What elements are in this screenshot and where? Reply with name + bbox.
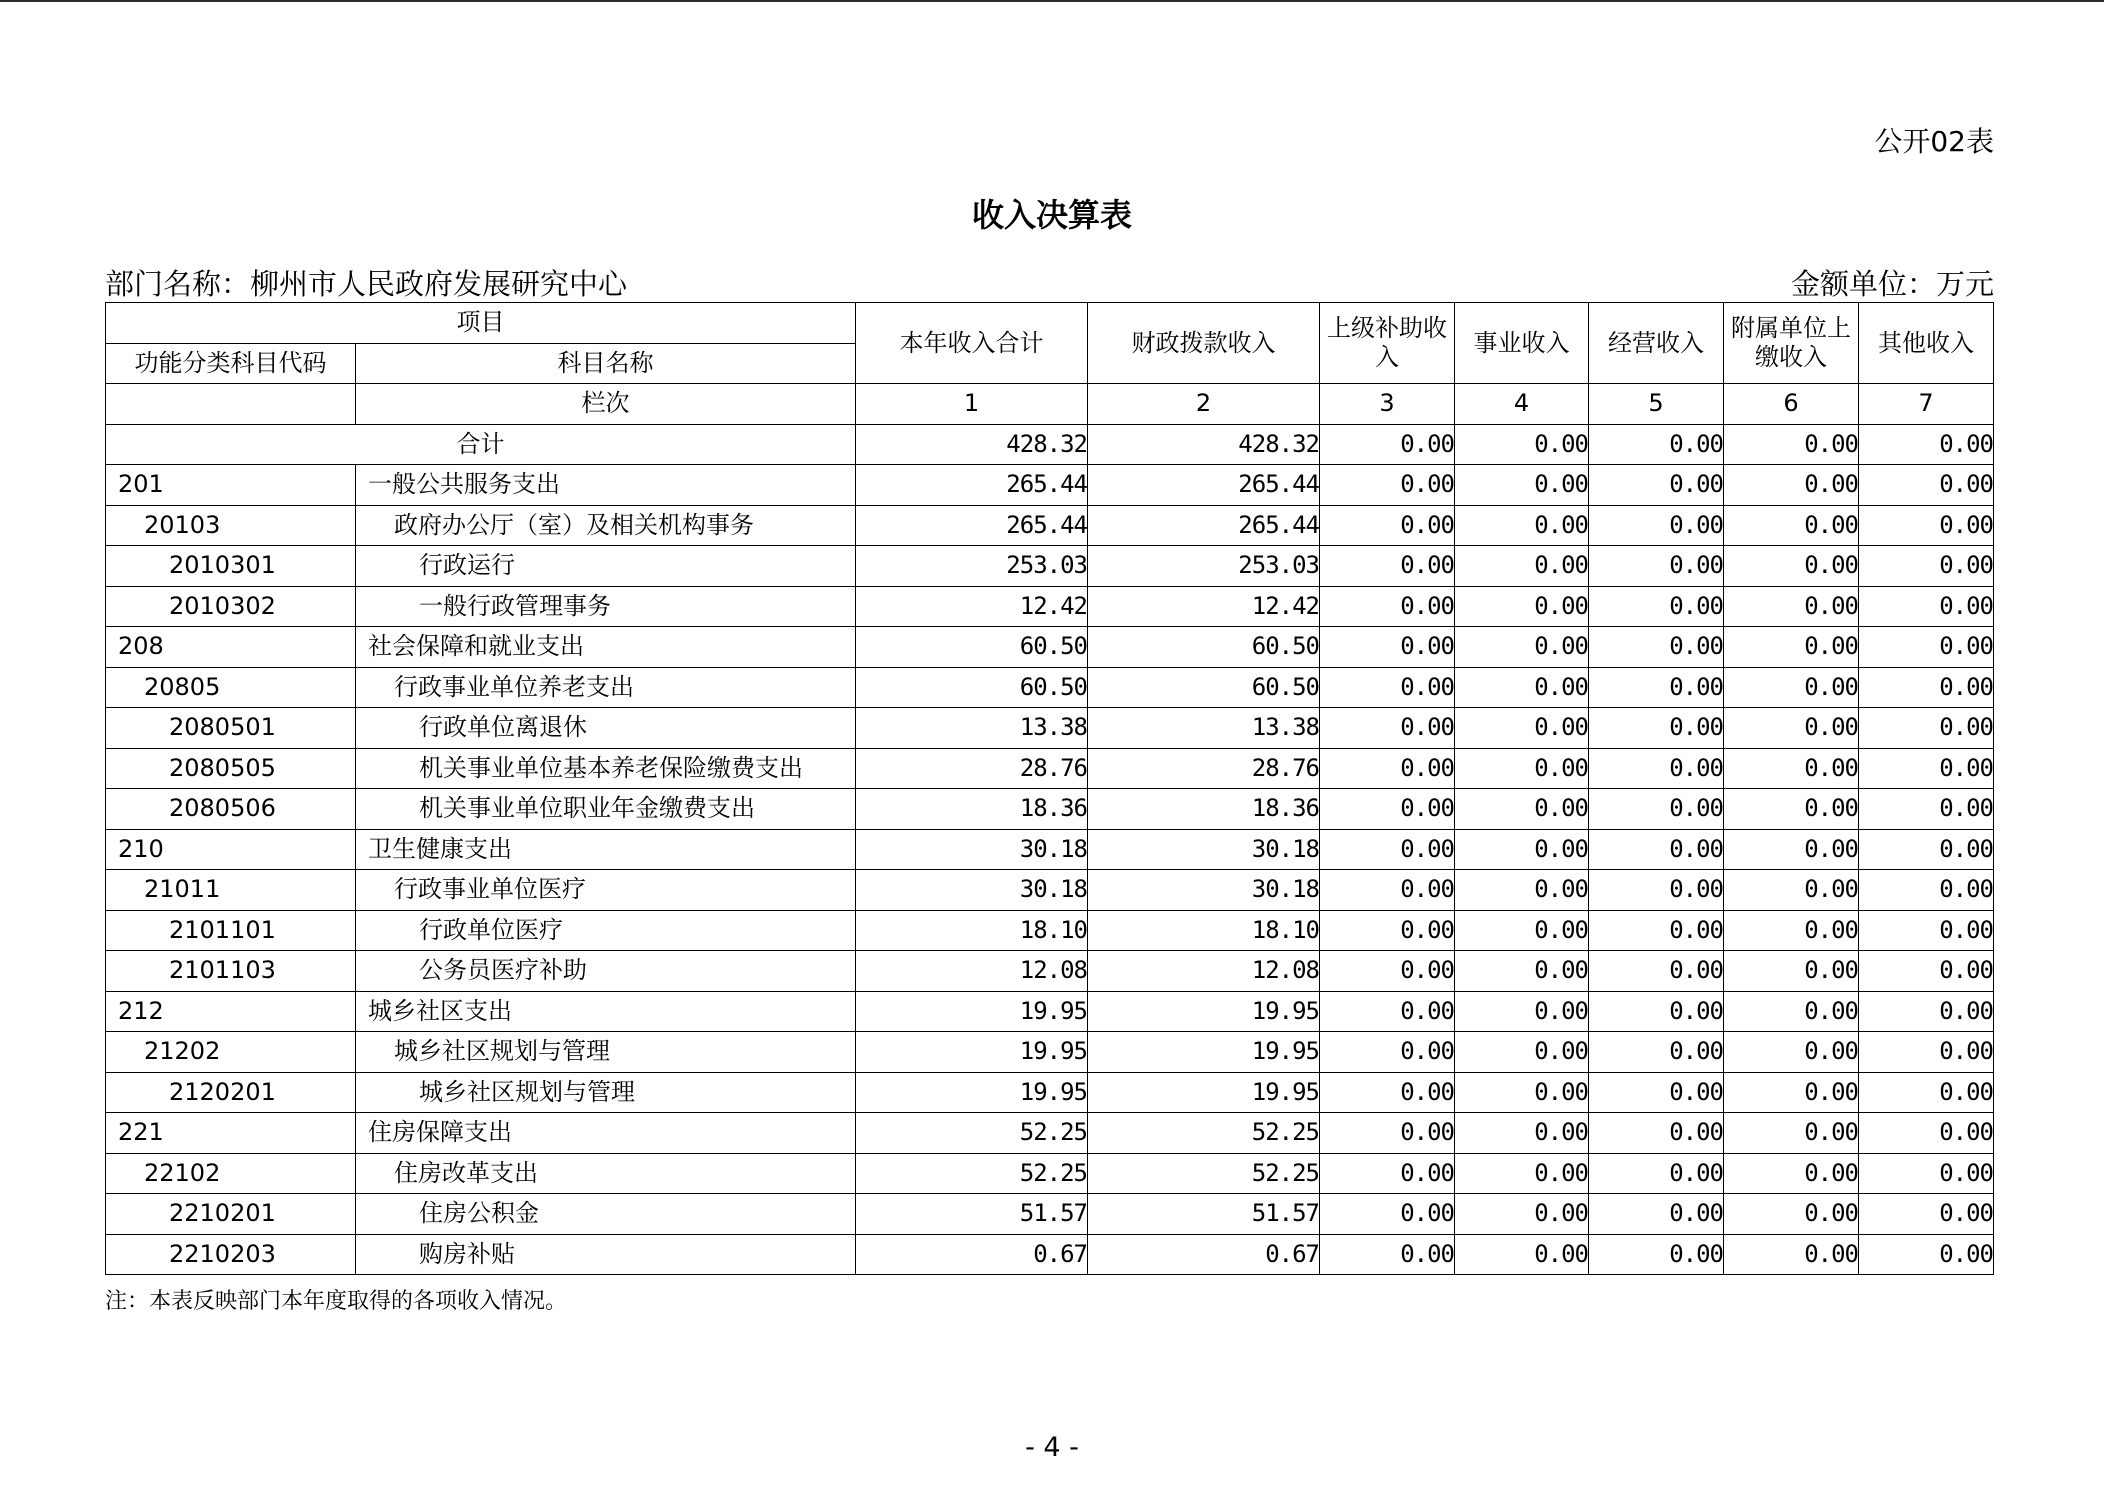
table-row [106, 1194, 1994, 1235]
table-row [106, 546, 1994, 587]
total-value: 428.32 [1088, 424, 1320, 465]
amount-cell: 0.00 [1589, 910, 1724, 951]
amount-cell: 30.18 [1088, 870, 1320, 911]
amount-cell: 0.00 [1724, 1113, 1859, 1154]
header-col-6: 附属单位上缴收入 [1724, 303, 1859, 384]
amount-cell: 0.00 [1455, 546, 1589, 587]
function-code: 201 [106, 465, 356, 506]
table-row [106, 1113, 1994, 1154]
amount-cell: 0.00 [1724, 1234, 1859, 1275]
column-number: 5 [1589, 384, 1724, 425]
function-code: 208 [106, 627, 356, 668]
amount-cell: 253.03 [1088, 546, 1320, 587]
subject-name: 行政事业单位养老支出 [356, 667, 856, 708]
amount-cell: 0.00 [1455, 465, 1589, 506]
amount-cell: 30.18 [1088, 829, 1320, 870]
amount-cell: 18.36 [1088, 789, 1320, 830]
subject-name: 政府办公厅（室）及相关机构事务 [356, 505, 856, 546]
amount-cell: 0.00 [1455, 586, 1589, 627]
amount-cell: 0.00 [1724, 465, 1859, 506]
table-row [106, 870, 1994, 911]
function-code: 2210203 [106, 1234, 356, 1275]
function-code: 2080505 [106, 748, 356, 789]
subject-name: 一般公共服务支出 [356, 465, 856, 506]
amount-cell: 0.00 [1859, 789, 1994, 830]
subject-name: 购房补贴 [356, 1234, 856, 1275]
amount-cell: 51.57 [1088, 1194, 1320, 1235]
amount-cell: 0.00 [1724, 870, 1859, 911]
amount-cell: 0.00 [1859, 1194, 1994, 1235]
amount-cell: 0.00 [1859, 667, 1994, 708]
header-col-1: 本年收入合计 [856, 303, 1088, 384]
amount-cell: 0.00 [1724, 1032, 1859, 1073]
table-row [106, 708, 1994, 749]
amount-cell: 0.00 [1320, 546, 1455, 587]
amount-cell: 0.00 [1859, 1032, 1994, 1073]
amount-cell: 19.95 [1088, 1032, 1320, 1073]
amount-cell: 0.00 [1724, 708, 1859, 749]
total-value: 0.00 [1589, 424, 1724, 465]
page-number: - 4 - [1025, 1432, 1079, 1463]
column-number: 1 [856, 384, 1088, 425]
amount-cell: 0.00 [1724, 910, 1859, 951]
amount-cell: 0.00 [1859, 1153, 1994, 1194]
column-number: 6 [1724, 384, 1859, 425]
amount-cell: 0.00 [1320, 870, 1455, 911]
blank-cell [106, 384, 356, 425]
function-code: 2010301 [106, 546, 356, 587]
amount-cell: 0.00 [1859, 505, 1994, 546]
amount-cell: 60.50 [1088, 667, 1320, 708]
amount-cell: 0.00 [1589, 1234, 1724, 1275]
total-value: 0.00 [1320, 424, 1455, 465]
subject-name: 一般行政管理事务 [356, 586, 856, 627]
amount-cell: 0.00 [1859, 546, 1994, 587]
amount-cell: 0.00 [1320, 1072, 1455, 1113]
amount-cell: 0.00 [1724, 991, 1859, 1032]
amount-cell: 30.18 [856, 870, 1088, 911]
amount-cell: 0.00 [1320, 667, 1455, 708]
function-code: 2101103 [106, 951, 356, 992]
function-code: 21202 [106, 1032, 356, 1073]
total-value: 0.00 [1724, 424, 1859, 465]
amount-cell: 0.00 [1455, 667, 1589, 708]
amount-cell: 0.00 [1724, 748, 1859, 789]
subject-name: 住房公积金 [356, 1194, 856, 1235]
amount-cell: 0.00 [1859, 1234, 1994, 1275]
function-code: 212 [106, 991, 356, 1032]
amount-cell: 52.25 [1088, 1113, 1320, 1154]
column-number: 2 [1088, 384, 1320, 425]
table-row [106, 1234, 1994, 1275]
amount-cell: 0.00 [1455, 627, 1589, 668]
amount-cell: 0.00 [1589, 1153, 1724, 1194]
subject-name: 卫生健康支出 [356, 829, 856, 870]
amount-cell: 0.00 [1589, 748, 1724, 789]
total-value: 0.00 [1859, 424, 1994, 465]
amount-cell: 52.25 [1088, 1153, 1320, 1194]
amount-cell: 0.00 [1859, 708, 1994, 749]
function-code: 20805 [106, 667, 356, 708]
amount-cell: 0.00 [1320, 910, 1455, 951]
amount-cell: 0.00 [1589, 789, 1724, 830]
subject-name: 行政运行 [356, 546, 856, 587]
function-code: 2080506 [106, 789, 356, 830]
amount-cell: 0.00 [1320, 951, 1455, 992]
amount-cell: 0.00 [1724, 789, 1859, 830]
amount-cell: 19.95 [856, 991, 1088, 1032]
amount-cell: 0.00 [1724, 1072, 1859, 1113]
amount-cell: 12.08 [1088, 951, 1320, 992]
table-row [106, 951, 1994, 992]
form-number: 公开02表 [1874, 125, 1994, 158]
amount-unit: 金额单位：万元 [1790, 267, 1994, 301]
amount-cell: 13.38 [1088, 708, 1320, 749]
amount-cell: 28.76 [1088, 748, 1320, 789]
amount-cell: 12.42 [856, 586, 1088, 627]
table-row [106, 465, 1994, 506]
amount-cell: 0.00 [1589, 667, 1724, 708]
department-name: 部门名称：柳州市人民政府发展研究中心 [105, 267, 628, 301]
amount-cell: 19.95 [1088, 991, 1320, 1032]
table-row [106, 789, 1994, 830]
amount-cell: 0.00 [1589, 627, 1724, 668]
amount-cell: 265.44 [1088, 505, 1320, 546]
amount-cell: 0.00 [1320, 1113, 1455, 1154]
amount-cell: 0.00 [1859, 1113, 1994, 1154]
amount-cell: 0.00 [1320, 829, 1455, 870]
amount-cell: 19.95 [1088, 1072, 1320, 1113]
amount-cell: 0.00 [1859, 748, 1994, 789]
amount-cell: 51.57 [856, 1194, 1088, 1235]
amount-cell: 0.00 [1320, 1153, 1455, 1194]
income-table [105, 302, 1994, 1275]
amount-cell: 0.00 [1589, 829, 1724, 870]
amount-cell: 0.00 [1589, 505, 1724, 546]
amount-cell: 0.00 [1724, 951, 1859, 992]
amount-cell: 0.00 [1859, 586, 1994, 627]
subject-name: 住房保障支出 [356, 1113, 856, 1154]
header-col-4: 事业收入 [1455, 303, 1589, 384]
function-code: 221 [106, 1113, 356, 1154]
amount-cell: 0.00 [1455, 1072, 1589, 1113]
page-title: 收入决算表 [971, 196, 1132, 234]
column-index-label: 栏次 [356, 384, 856, 425]
amount-cell: 0.00 [1589, 586, 1724, 627]
amount-cell: 0.00 [1320, 1032, 1455, 1073]
function-code: 22102 [106, 1153, 356, 1194]
amount-cell: 60.50 [856, 627, 1088, 668]
amount-cell: 0.00 [1589, 1072, 1724, 1113]
subject-name: 机关事业单位职业年金缴费支出 [356, 789, 856, 830]
amount-cell: 0.00 [1859, 870, 1994, 911]
amount-cell: 0.00 [1859, 627, 1994, 668]
header-name: 科目名称 [356, 343, 856, 384]
function-code: 2010302 [106, 586, 356, 627]
amount-cell: 0.00 [1589, 991, 1724, 1032]
amount-cell: 0.00 [1455, 1153, 1589, 1194]
amount-cell: 0.00 [1589, 1032, 1724, 1073]
amount-cell: 19.95 [856, 1032, 1088, 1073]
amount-cell: 0.00 [1589, 951, 1724, 992]
table-row [106, 829, 1994, 870]
amount-cell: 18.10 [1088, 910, 1320, 951]
table-row [106, 627, 1994, 668]
amount-cell: 0.00 [1320, 1234, 1455, 1275]
amount-cell: 253.03 [856, 546, 1088, 587]
amount-cell: 28.76 [856, 748, 1088, 789]
amount-cell: 0.00 [1724, 667, 1859, 708]
column-number: 7 [1859, 384, 1994, 425]
total-label: 合计 [106, 424, 856, 465]
amount-cell: 0.00 [1320, 627, 1455, 668]
amount-cell: 0.00 [1455, 870, 1589, 911]
amount-cell: 18.36 [856, 789, 1088, 830]
function-code: 20103 [106, 505, 356, 546]
amount-cell: 0.00 [1724, 829, 1859, 870]
function-code: 2120201 [106, 1072, 356, 1113]
table-note: 注：本表反映部门本年度取得的各项收入情况。 [105, 1289, 568, 1314]
amount-cell: 0.00 [1859, 1072, 1994, 1113]
total-value: 0.00 [1455, 424, 1589, 465]
amount-cell: 0.00 [1455, 708, 1589, 749]
table-row [106, 1153, 1994, 1194]
amount-cell: 13.38 [856, 708, 1088, 749]
amount-cell: 0.00 [1320, 789, 1455, 830]
amount-cell: 52.25 [856, 1153, 1088, 1194]
header-item: 项目 [106, 303, 856, 344]
total-row [106, 424, 1994, 465]
function-code: 21011 [106, 870, 356, 911]
amount-cell: 0.00 [1589, 870, 1724, 911]
subject-name: 行政单位医疗 [356, 910, 856, 951]
amount-cell: 0.00 [1589, 465, 1724, 506]
subject-name: 住房改革支出 [356, 1153, 856, 1194]
amount-cell: 0.00 [1455, 1194, 1589, 1235]
amount-cell: 0.00 [1724, 546, 1859, 587]
amount-cell: 265.44 [856, 505, 1088, 546]
table-row [106, 910, 1994, 951]
amount-cell: 0.00 [1320, 708, 1455, 749]
subject-name: 公务员医疗补助 [356, 951, 856, 992]
amount-cell: 0.00 [1320, 465, 1455, 506]
function-code: 2101101 [106, 910, 356, 951]
amount-cell: 0.00 [1724, 1194, 1859, 1235]
amount-cell: 0.00 [1455, 789, 1589, 830]
amount-cell: 0.00 [1589, 1113, 1724, 1154]
amount-cell: 0.00 [1589, 1194, 1724, 1235]
amount-cell: 0.00 [1455, 1032, 1589, 1073]
total-value: 428.32 [856, 424, 1088, 465]
amount-cell: 0.00 [1589, 708, 1724, 749]
amount-cell: 30.18 [856, 829, 1088, 870]
subject-name: 机关事业单位基本养老保险缴费支出 [356, 748, 856, 789]
page-top-border [0, 0, 2104, 2]
table-row [106, 748, 1994, 789]
amount-cell: 60.50 [856, 667, 1088, 708]
subject-name: 行政事业单位医疗 [356, 870, 856, 911]
amount-cell: 60.50 [1088, 627, 1320, 668]
function-code: 2080501 [106, 708, 356, 749]
amount-cell: 0.00 [1724, 505, 1859, 546]
header-col-5: 经营收入 [1589, 303, 1724, 384]
amount-cell: 0.00 [1455, 951, 1589, 992]
amount-cell: 0.00 [1320, 991, 1455, 1032]
amount-cell: 0.67 [1088, 1234, 1320, 1275]
amount-cell: 0.00 [1455, 1113, 1589, 1154]
header-row [106, 303, 1994, 344]
amount-cell: 12.42 [1088, 586, 1320, 627]
amount-cell: 0.00 [1455, 748, 1589, 789]
table-row [106, 667, 1994, 708]
amount-cell: 0.00 [1320, 1194, 1455, 1235]
amount-cell: 0.00 [1320, 586, 1455, 627]
amount-cell: 0.00 [1455, 910, 1589, 951]
amount-cell: 0.00 [1859, 951, 1994, 992]
amount-cell: 0.00 [1724, 586, 1859, 627]
amount-cell: 18.10 [856, 910, 1088, 951]
column-number: 4 [1455, 384, 1589, 425]
subject-name: 行政单位离退休 [356, 708, 856, 749]
table-row [106, 586, 1994, 627]
subject-name: 城乡社区支出 [356, 991, 856, 1032]
amount-cell: 0.00 [1455, 829, 1589, 870]
header-col-7: 其他收入 [1859, 303, 1994, 384]
subject-name: 城乡社区规划与管理 [356, 1032, 856, 1073]
amount-cell: 265.44 [856, 465, 1088, 506]
amount-cell: 0.00 [1859, 829, 1994, 870]
header-col-3: 上级补助收入 [1320, 303, 1455, 384]
header-code: 功能分类科目代码 [106, 343, 356, 384]
subject-name: 社会保障和就业支出 [356, 627, 856, 668]
amount-cell: 0.00 [1589, 546, 1724, 587]
amount-cell: 12.08 [856, 951, 1088, 992]
table-row [106, 505, 1994, 546]
amount-cell: 19.95 [856, 1072, 1088, 1113]
amount-cell: 0.00 [1724, 1153, 1859, 1194]
column-index-row [106, 384, 1994, 425]
amount-cell: 0.00 [1455, 1234, 1589, 1275]
table-row [106, 991, 1994, 1032]
amount-cell: 0.00 [1724, 627, 1859, 668]
amount-cell: 0.00 [1455, 991, 1589, 1032]
function-code: 210 [106, 829, 356, 870]
amount-cell: 265.44 [1088, 465, 1320, 506]
table-row [106, 1072, 1994, 1113]
amount-cell: 0.67 [856, 1234, 1088, 1275]
table-row [106, 1032, 1994, 1073]
amount-cell: 0.00 [1859, 991, 1994, 1032]
amount-cell: 0.00 [1455, 505, 1589, 546]
subject-name: 城乡社区规划与管理 [356, 1072, 856, 1113]
amount-cell: 52.25 [856, 1113, 1088, 1154]
header-col-2: 财政拨款收入 [1088, 303, 1320, 384]
amount-cell: 0.00 [1859, 465, 1994, 506]
amount-cell: 0.00 [1320, 505, 1455, 546]
function-code: 2210201 [106, 1194, 356, 1235]
column-number: 3 [1320, 384, 1455, 425]
amount-cell: 0.00 [1320, 748, 1455, 789]
amount-cell: 0.00 [1859, 910, 1994, 951]
